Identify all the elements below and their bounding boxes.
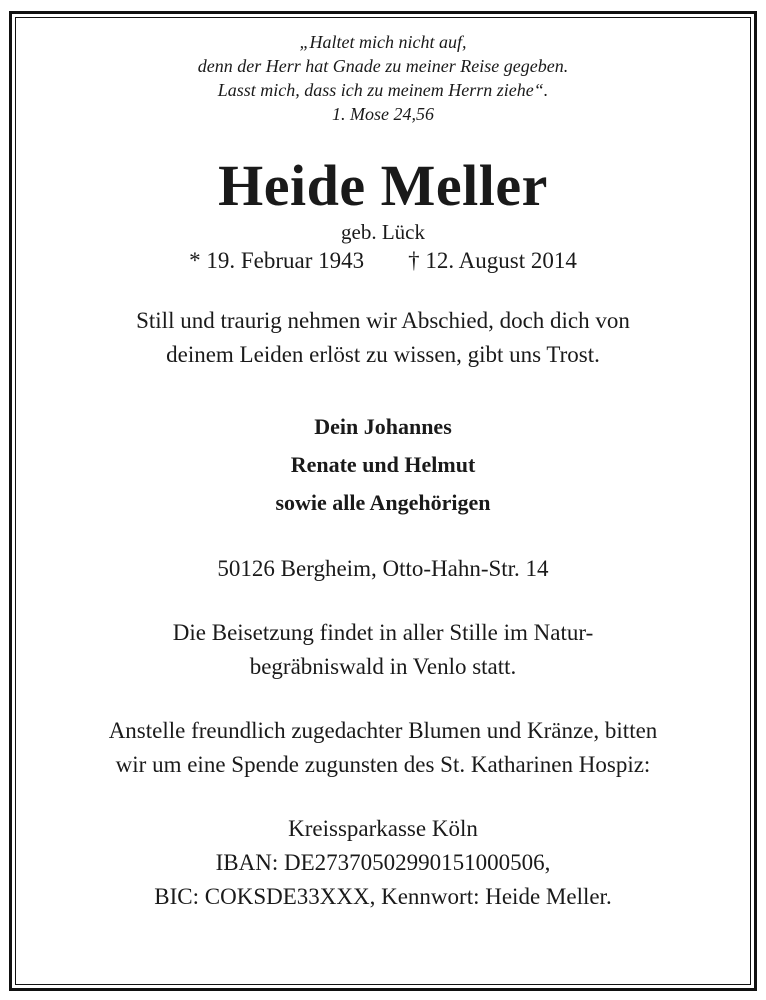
life-dates (20, 246, 746, 276)
donation-line: wir um eine Spende zugunsten des St. Katharinen Hospiz: (115, 752, 651, 777)
farewell-message (20, 304, 746, 372)
birth-date: * 19. Februar 1943 (189, 248, 365, 273)
mourners-list (20, 408, 746, 522)
mourner: Dein Johannes (314, 414, 452, 439)
mourner: sowie alle Angehörigen (275, 490, 491, 515)
mourner: Renate und Helmut (290, 452, 476, 477)
burial-line: Die Beisetzung findet in aller Stille im Natur- (172, 620, 594, 645)
death-date: † 12. August 2014 (408, 248, 577, 273)
maiden-name: geb. Lück (341, 220, 425, 244)
bank-name: Kreissparkasse Köln (288, 816, 478, 841)
verse-line: „Haltet mich nicht auf, (299, 32, 467, 52)
farewell-line: Still und traurig nehmen wir Abschied, doch dich von (136, 308, 630, 333)
deceased-name: Heide Meller (218, 153, 548, 218)
burial-line: begräbniswald in Venlo statt. (249, 654, 517, 679)
donation-request (20, 714, 746, 782)
bible-verse (20, 30, 746, 126)
bank-details (20, 812, 746, 914)
verse-line: Lasst mich, dass ich zu meinem Herrn ziehe“. (217, 80, 549, 100)
address: 50126 Bergheim, Otto-Hahn-Str. 14 (217, 556, 549, 581)
bank-iban: IBAN: DE27370502990151000506, (215, 850, 551, 875)
obituary-content (20, 30, 746, 914)
verse-reference: 1. Mose 24,56 (332, 104, 434, 124)
donation-line: Anstelle freundlich zugedachter Blumen und Kränze, bitten (108, 718, 658, 743)
bank-bic: BIC: COKSDE33XXX, Kennwort: Heide Meller. (154, 884, 612, 909)
farewell-line: deinem Leiden erlöst zu wissen, gibt uns Trost. (166, 342, 600, 367)
verse-line: denn der Herr hat Gnade zu meiner Reise gegeben. (197, 56, 569, 76)
burial-notice (20, 616, 746, 684)
